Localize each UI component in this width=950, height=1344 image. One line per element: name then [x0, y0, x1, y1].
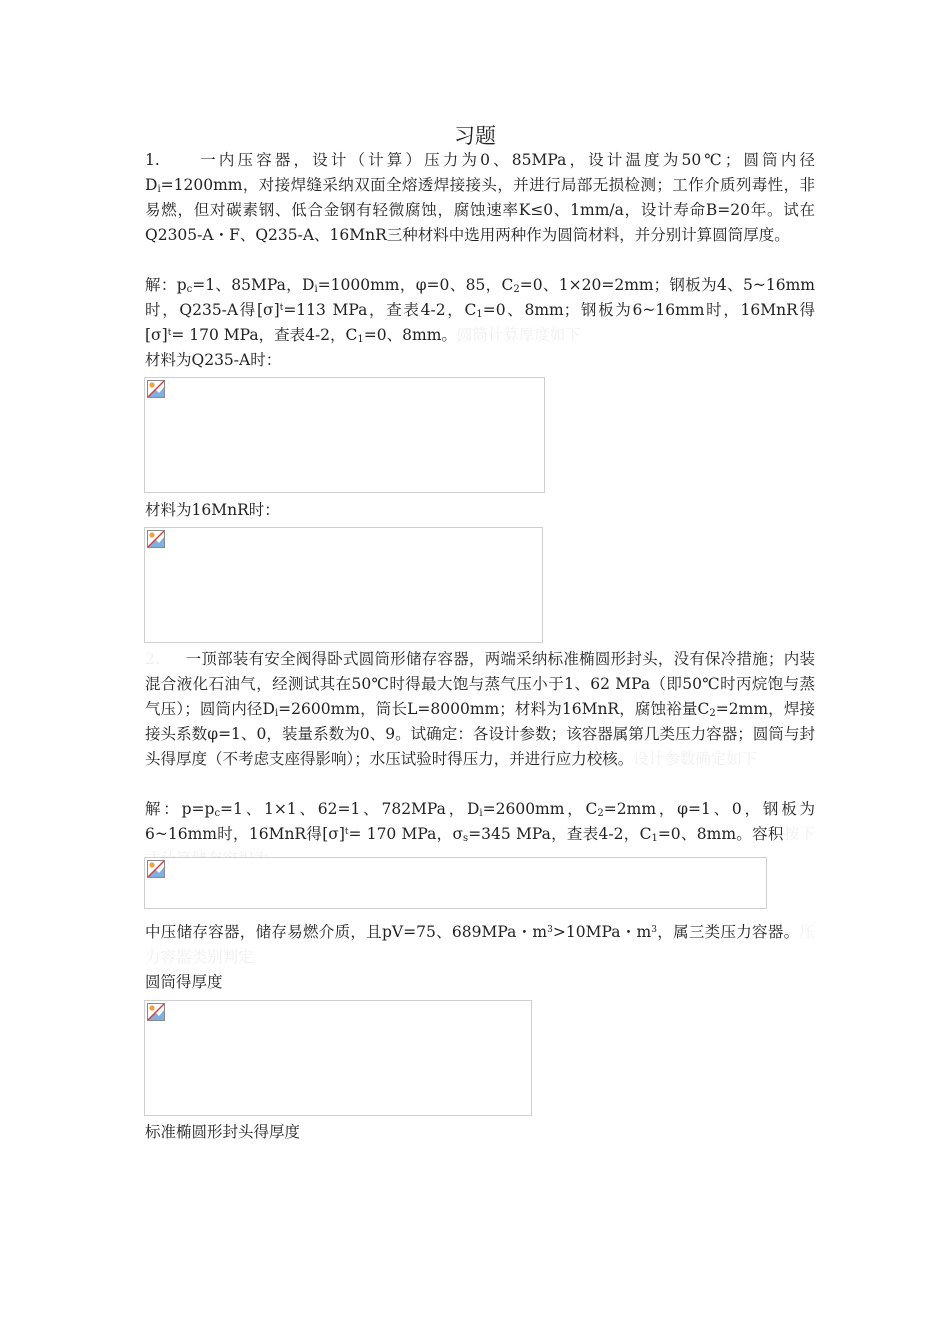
- faint-text: 压力容器类别判定: [145, 923, 815, 966]
- faint-text: 设计参数确定如下: [633, 750, 758, 768]
- broken-image-icon: [147, 860, 165, 878]
- label-q235a: 材料为Q235-A时：: [145, 351, 282, 369]
- solution-2-text: 解：$p=p_c=1$、1×1、62=1、782MPa，$D_i=2600mm$，$C_2=2mm$，φ=1、0，钢板为6~16mm时，16MnR得$[\sigma]^t= 170$ MPa，$\sigma_s=345$ MPa，查表4-2，$C_1=0$、8mm。容积按下: [145, 797, 815, 872]
- problem-1-text: 1. 一内压容器，设计（计算）压力为0、85MPa，设计温度为50℃；圆筒内径$D_i=1200mm$，对接焊缝采纳双面全熔透焊接接头，并进行局部无损检测；工作介质列毒性，非易燃，但对碳素钢、低合金钢有轻微腐蚀，腐蚀速率K≤0、1mm/a，设计寿命B=20年。试在Q2305-A・F、Q235-A、16MnR三种材料中选用两种作为圆筒材料，并分别计算圆筒厚度。: [145, 151, 815, 244]
- solution-1-text: 解：$p_c=1$、85MPa，$D_i=1000mm$，φ=0、85，$C_2=0$、1×20=2mm；钢板为4、5~16mm时，Q235-A得$[\sigma]^t=113$ MPa，查表4-2，$C_1=0$、8mm；钢板为6~16mm时，16MnR得$[\sigma]^t= 170$ MPa，查表4-2，$C_1=0$、8mm。圆筒计算厚度如下: [145, 276, 815, 345]
- formula-image-shell: [144, 1000, 532, 1116]
- faint-text: 圆筒计算厚度如下: [456, 326, 581, 344]
- broken-image-icon: [147, 530, 165, 548]
- formula-image-q235a: [144, 377, 545, 493]
- formula-image-volume: [144, 857, 767, 909]
- label-head-thickness: 标准椭圆形封头得厚度: [145, 1123, 301, 1141]
- faint-text: 按下: [783, 825, 815, 843]
- label-shell-thickness: 圆筒得厚度: [145, 973, 223, 991]
- broken-image-icon: [147, 1003, 165, 1021]
- problem-2-text: 2. 一顶部装有安全阀得卧式圆筒形储存容器，两端采纳标准椭圆形封头，没有保冷措施；内装混合液化石油气，经测试其在50℃时得最大饱与蒸气压小于1、62 MPa（即50℃时丙烷饱与蒸气压）；圆筒内径$D_i=2600mm$，筒长L=8000mm；材料为16MnR，腐蚀裕量$C_2=2mm$，焊接接头系数φ=1、0，装量系数为0、9。试确定：各设计参数；该容器属第几类压力容器；圆筒与封头得厚度（不考虑支座得影响）；水压试验时得压力，并进行应力校核。设计参数确定如下: [145, 650, 815, 768]
- problem-2-number: 2.: [145, 650, 160, 668]
- label-16mnr: 材料为16MnR时：: [145, 501, 280, 519]
- broken-image-icon: [147, 380, 165, 398]
- formula-image-16mnr: [144, 527, 543, 643]
- page-title: 习题: [454, 124, 496, 148]
- problem-1-number: 1.: [145, 151, 160, 169]
- vessel-class-text: 中压储存容器，储存易燃介质，且pV=75、689MPa・$m^3>10MPa$・$m^3$，属三类压力容器。压力容器类别判定: [145, 923, 815, 966]
